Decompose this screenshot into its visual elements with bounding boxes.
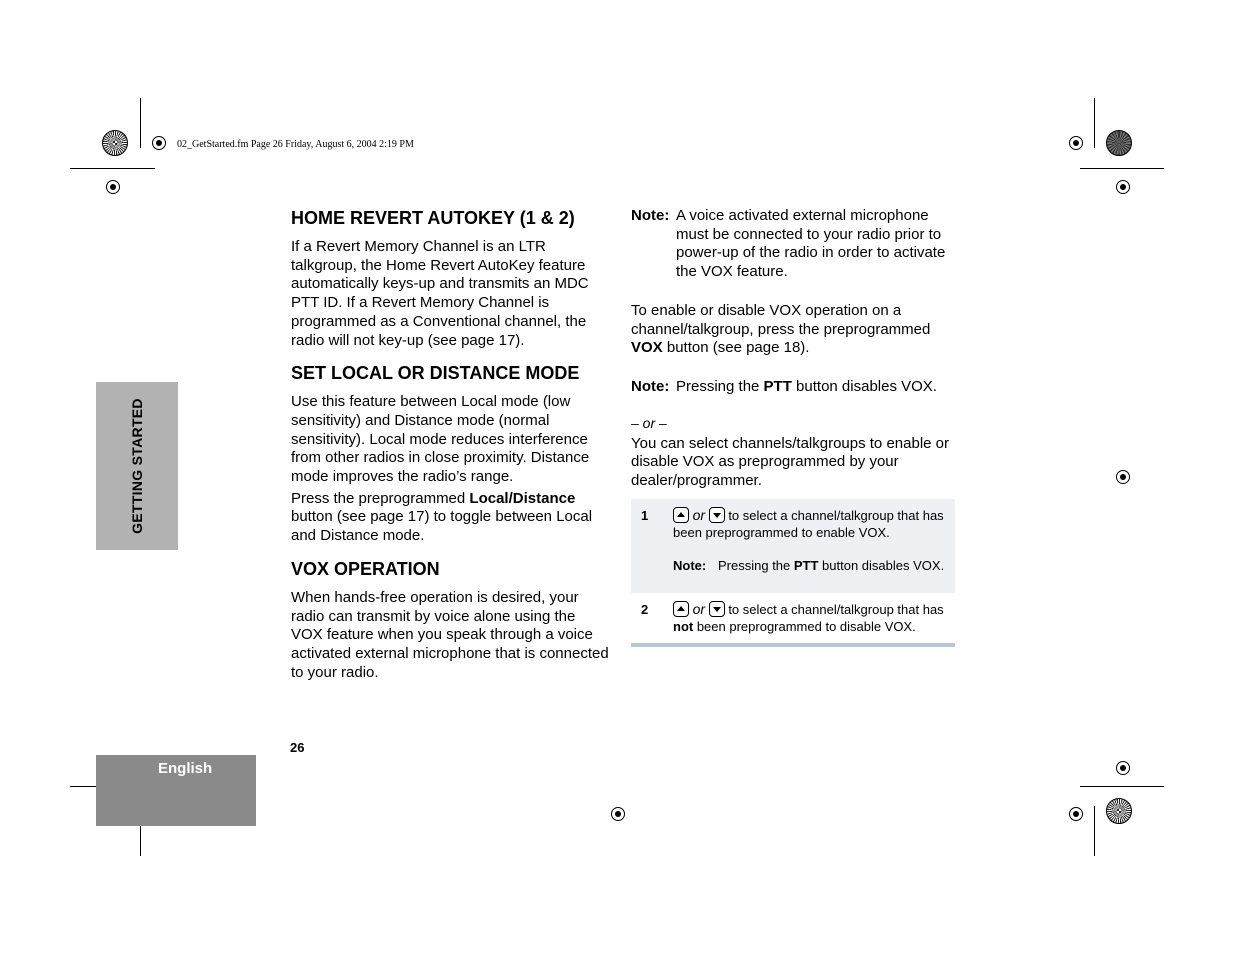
or-separator: – or – [631,414,667,431]
steps-table [631,499,955,647]
crop-line [70,168,155,169]
crosshair-mark-icon [608,804,628,824]
note-text: Pressing the PTT button disables VOX. [676,377,937,395]
left-column [291,207,609,682]
starburst-mark-icon [102,130,128,156]
language-tab-label: English [158,760,213,777]
crop-line [1094,98,1095,148]
crosshair-mark-icon [149,133,169,153]
note-ptt-disables-vox [631,378,955,397]
paragraph-select-channels: You can select channels/talkgroups to enable or disable VOX as preprogrammed by your dealer/programmer. [631,434,949,490]
crosshair-mark-icon [1066,804,1086,824]
heading-home-revert-autokey: HOME REVERT AUTOKEY (1 & 2) [291,208,575,228]
note-vox-microphone [631,207,955,282]
step-number: 2 [641,601,649,617]
step-body: or to select a channel/talkgroup that has been preprogrammed to enable VOX. Note: Pressing the PTT button disables VOX. [673,506,945,573]
heading-local-distance-mode: SET LOCAL OR DISTANCE MODE [291,363,580,384]
note-label: Note: [631,207,670,224]
crosshair-mark-icon [1113,177,1133,197]
heading-vox-operation: VOX OPERATION [291,558,440,579]
page-number: 26 [290,740,305,755]
crop-line [1080,786,1164,787]
step-body: or to select a channel/talkgroup that has not been preprogrammed to disable VOX. [673,600,944,634]
down-arrow-key-icon [709,507,725,523]
up-arrow-key-icon [673,601,689,617]
crosshair-mark-icon [103,177,123,197]
note-text: A voice activated external microphone must be connected to your radio prior to power-up of the radio in order to activate the VOX feature. [676,207,946,281]
crosshair-mark-icon [1066,133,1086,153]
paragraph-press-local-distance: Press the preprogrammed Local/Distance button (see page 17) to toggle between Local and Distance mode. [291,489,593,545]
step-row [631,593,955,643]
crop-line [140,98,141,148]
crosshair-mark-icon [1113,467,1133,487]
section-side-tab [96,382,178,550]
crop-line [1080,168,1164,169]
note-label: Note: [631,377,670,395]
paragraph-enable-vox: To enable or disable VOX operation on a channel/talkgroup, press the preprogrammed VOX button (see page 18). [631,301,931,357]
right-column [631,207,955,647]
crop-line [1094,806,1095,856]
starburst-mark-icon [1106,130,1132,156]
language-tab [96,755,256,826]
paragraph-vox-operation: When hands-free operation is desired, your radio can transmit by voice alone using the VOX feature when you speak through a voice activated external microphone that is connected to your radio. [291,588,609,681]
step-number: 1 [641,507,649,523]
step-row [631,499,955,593]
crosshair-mark-icon [1113,758,1133,778]
step-note: Note: Pressing the PTT button disables VOX. [673,557,945,573]
paragraph-home-revert: If a Revert Memory Channel is an LTR talkgroup, the Home Revert AutoKey feature automatically keys-up and transmits an MDC PTT ID. If a Revert Memory Channel is programmed as a Conventional channel, the radio will not key-up (see page 17). [291,238,589,349]
down-arrow-key-icon [709,601,725,617]
section-side-tab-label: GETTING STARTED [129,398,145,534]
paragraph-local-distance: Use this feature between Local mode (low sensitivity) and Distance mode (normal sensitivity). Local mode reduces interference from other radios in close proximity. Distance mode improves the radio’s range. [291,393,590,486]
file-header: 02_GetStarted.fm Page 26 Friday, August 6, 2004 2:19 PM [177,139,414,150]
starburst-mark-icon [1106,798,1132,824]
up-arrow-key-icon [673,507,689,523]
